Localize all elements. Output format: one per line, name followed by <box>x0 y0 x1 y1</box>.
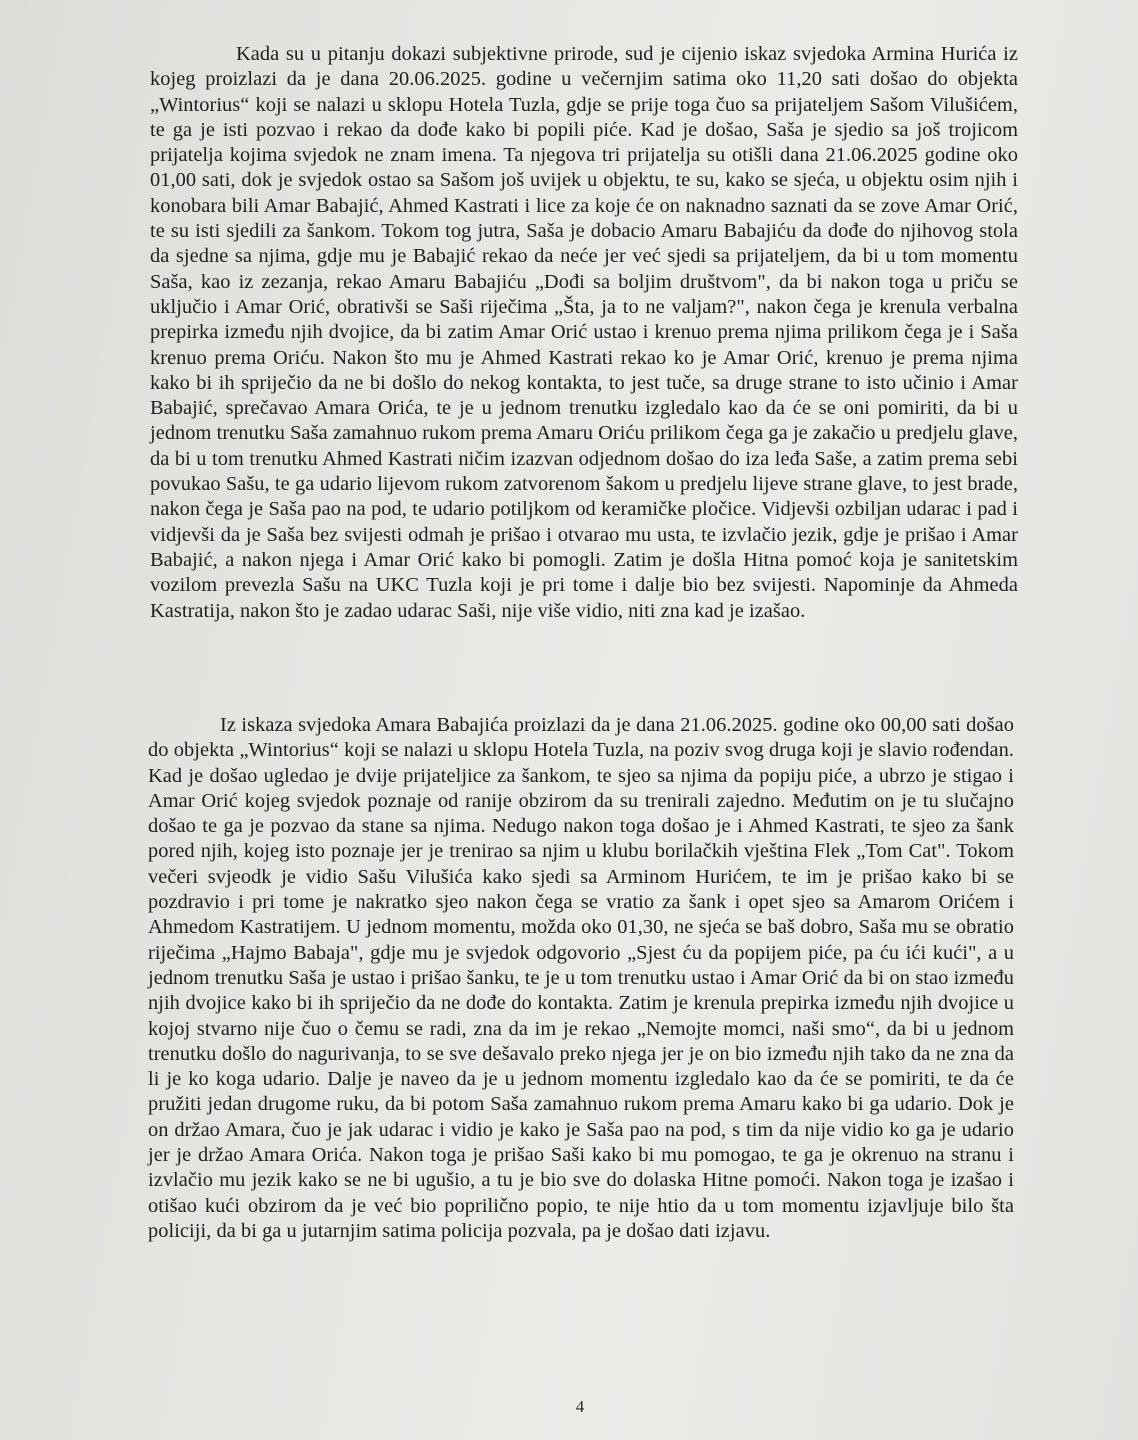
paragraph-amar-babajic-testimony: Iz iskaza svjedoka Amara Babajića proizlazi da je dana 21.06.2025. godine oko 00,00 sati došao do objekta „Wintorius“ koji se nalazi u sklopu Hotela Tuzla, na poziv svog druga koji je slavio rođendan. Kad je došao ugledao je dvije prijateljice za šankom, te sjeo sa njima da popiju piće, a ubrzo je stigao i Amar Orić kojeg svjedok poznaje od ranije obzirom da su trenirali zajedno. Međutim on je tu slučajno došao te ga je pozvao da stane sa njima. Nedugo nakon toga došao je i Ahmed Kastrati, te sjeo za šank pored njih, kojeg isto poznaje jer je trenirao sa njim u klubu borilačkih vještina Flek „Tom Cat". Tokom večeri svjeodk je vidio Sašu Vilušića kako sjedi sa Arminom Hurićem, te im je prišao kako bi se pozdravio i pri tome je nakratko sjeo nakon čega se vratio za šank i opet sjeo sa Amarom Orićem i Ahmedom Kastratijem. U jednom momentu, možda oko 01,30, ne sjeća se baš dobro, Saša mu se obratio riječima „Hajmo Babaja", gdje mu je svjedok odgovorio „Sjest ću da popijem piće, pa ću ići kući", a u jednom trenutku Saša je ustao i prišao šanku, te je u tom trenutku ustao i Amar Orić da bi on stao između njih dvojice kako bi ih spriječio da ne dođe do kontakta. Zatim je krenula prepirka između njih dvojice u kojoj stvarno nije čuo o čemu se radi, zna da im je rekao „Nemojte momci, naši smo“, da bi u jednom trenutku došlo do nagurivanja, to se sve dešavalo preko njega jer je on bio između njih tako da ne zna da li je ko koga udario. Dalje je naveo da je u jednom momentu izgledalo kao da će se pomiriti, te da će pružiti jedan drugome ruku, da bi potom Saša zamahnuo rukom prema Amaru kako bi ga udario. Dok je on držao Amara, čuo je jak udarac i vidio je kako je Saša pao na pod, s tim da nije vidio ko ga je udario jer je držao Amara Orića. Nakon toga je prišao Saši kako bi mu pomogao, te ga je okrenuo na stranu i izvlačio mu jezik kako se ne bi ugušio, a tu je bio sve do dolaska Hitne pomoći. Nakon toga je izašao i otišao kući obzirom da je već bio poprilično popio, te nije htio da u tom momentu izjavljuje bilo šta policiji, da bi ga u jutarnjim satima policija pozvala, pa je došao dati izjavu. <box>148 714 1014 1242</box>
page-number: 4 <box>575 1397 585 1416</box>
paragraph-armin-huric-testimony: Kada su u pitanju dokazi subjektivne prirode, sud je cijenio iskaz svjedoka Armina Hurića iz kojeg proizlazi da je dana 20.06.2025. godine u večernjim satima oko 11,20 sati došao do objekta „Wintorius“ koji se nalazi u sklopu Hotela Tuzla, gdje se prije toga čuo sa prijateljem Sašom Vilušićem, te ga je isti pozvao i rekao da dođe kako bi popili piće. Kad je došao, Saša je sjedio sa još trojicom prijatelja kojima svjedok ne znam imena. Ta njegova tri prijatelja su otišli dana 21.06.2025 godine oko 01,00 sati, dok je svjedok ostao sa Sašom još uvijek u objektu, te su, kako se sjeća, u objektu osim njih i konobara bili Amar Babajić, Ahmed Kastrati i lice za koje će on naknadno saznati da se zove Amar Orić, te su isti sjedili za šankom. Tokom tog jutra, Saša je dobacio Amaru Babajiću da dođe do njihovog stola da sjedne sa njima, gdje mu je Babajić rekao da neće jer već sjedi sa prijateljem, da bi u tom momentu Saša, kao iz zezanja, rekao Amaru Babajiću „Dođi sa boljim društvom", da bi nakon toga u priču se uključio i Amar Orić, obrativši se Saši riječima „Šta, ja to ne valjam?", nakon čega je krenula verbalna prepirka između njih dvojice, da bi zatim Amar Orić ustao i krenuo prema njima prilikom čega je i Saša krenuo prema Oriću. Nakon što mu je Ahmed Kastrati rekao ko je Amar Orić, krenuo je prema njima kako bi ih spriječio da ne bi došlo do nekog kontakta, to jest tuče, sa druge strane to isto učinio i Amar Babajić, sprečavao Amara Orića, te je u jednom trenutku izgledalo kao da će se oni pomiriti, da bi u jednom trenutku Saša zamahnuo rukom prema Amaru Oriću prilikom čega ga je zakačio u predjelu glave, da bi u tom trenutku Ahmed Kastrati ničim izazvan odjednom došao do iza leđa Saše, a zatim prema sebi povukao Sašu, te ga udario lijevom rukom zatvorenom šakom u predjelu lijeve strane glave, to jest brade, nakon čega je Saša pao na pod, te udario potiljkom od keramičke pločice. Vidjevši ozbiljan udarac i pad i vidjevši da je Saša bez svijesti odmah je prišao i otvarao mu usta, te izvlačio jezik, gdje je prišao i Amar Babajić, a nakon njega i Amar Orić kako bi pomogli. Zatim je došla Hitna pomoć koja je sanitetskim vozilom prevezla Sašu na UKC Tuzla koji je pri tome i dalje bio bez svijesti. Napominje da Ahmeda Kastratija, nakon što je zadao udarac Saši, nije više vidio, niti zna kad je izašao. <box>150 43 1018 622</box>
